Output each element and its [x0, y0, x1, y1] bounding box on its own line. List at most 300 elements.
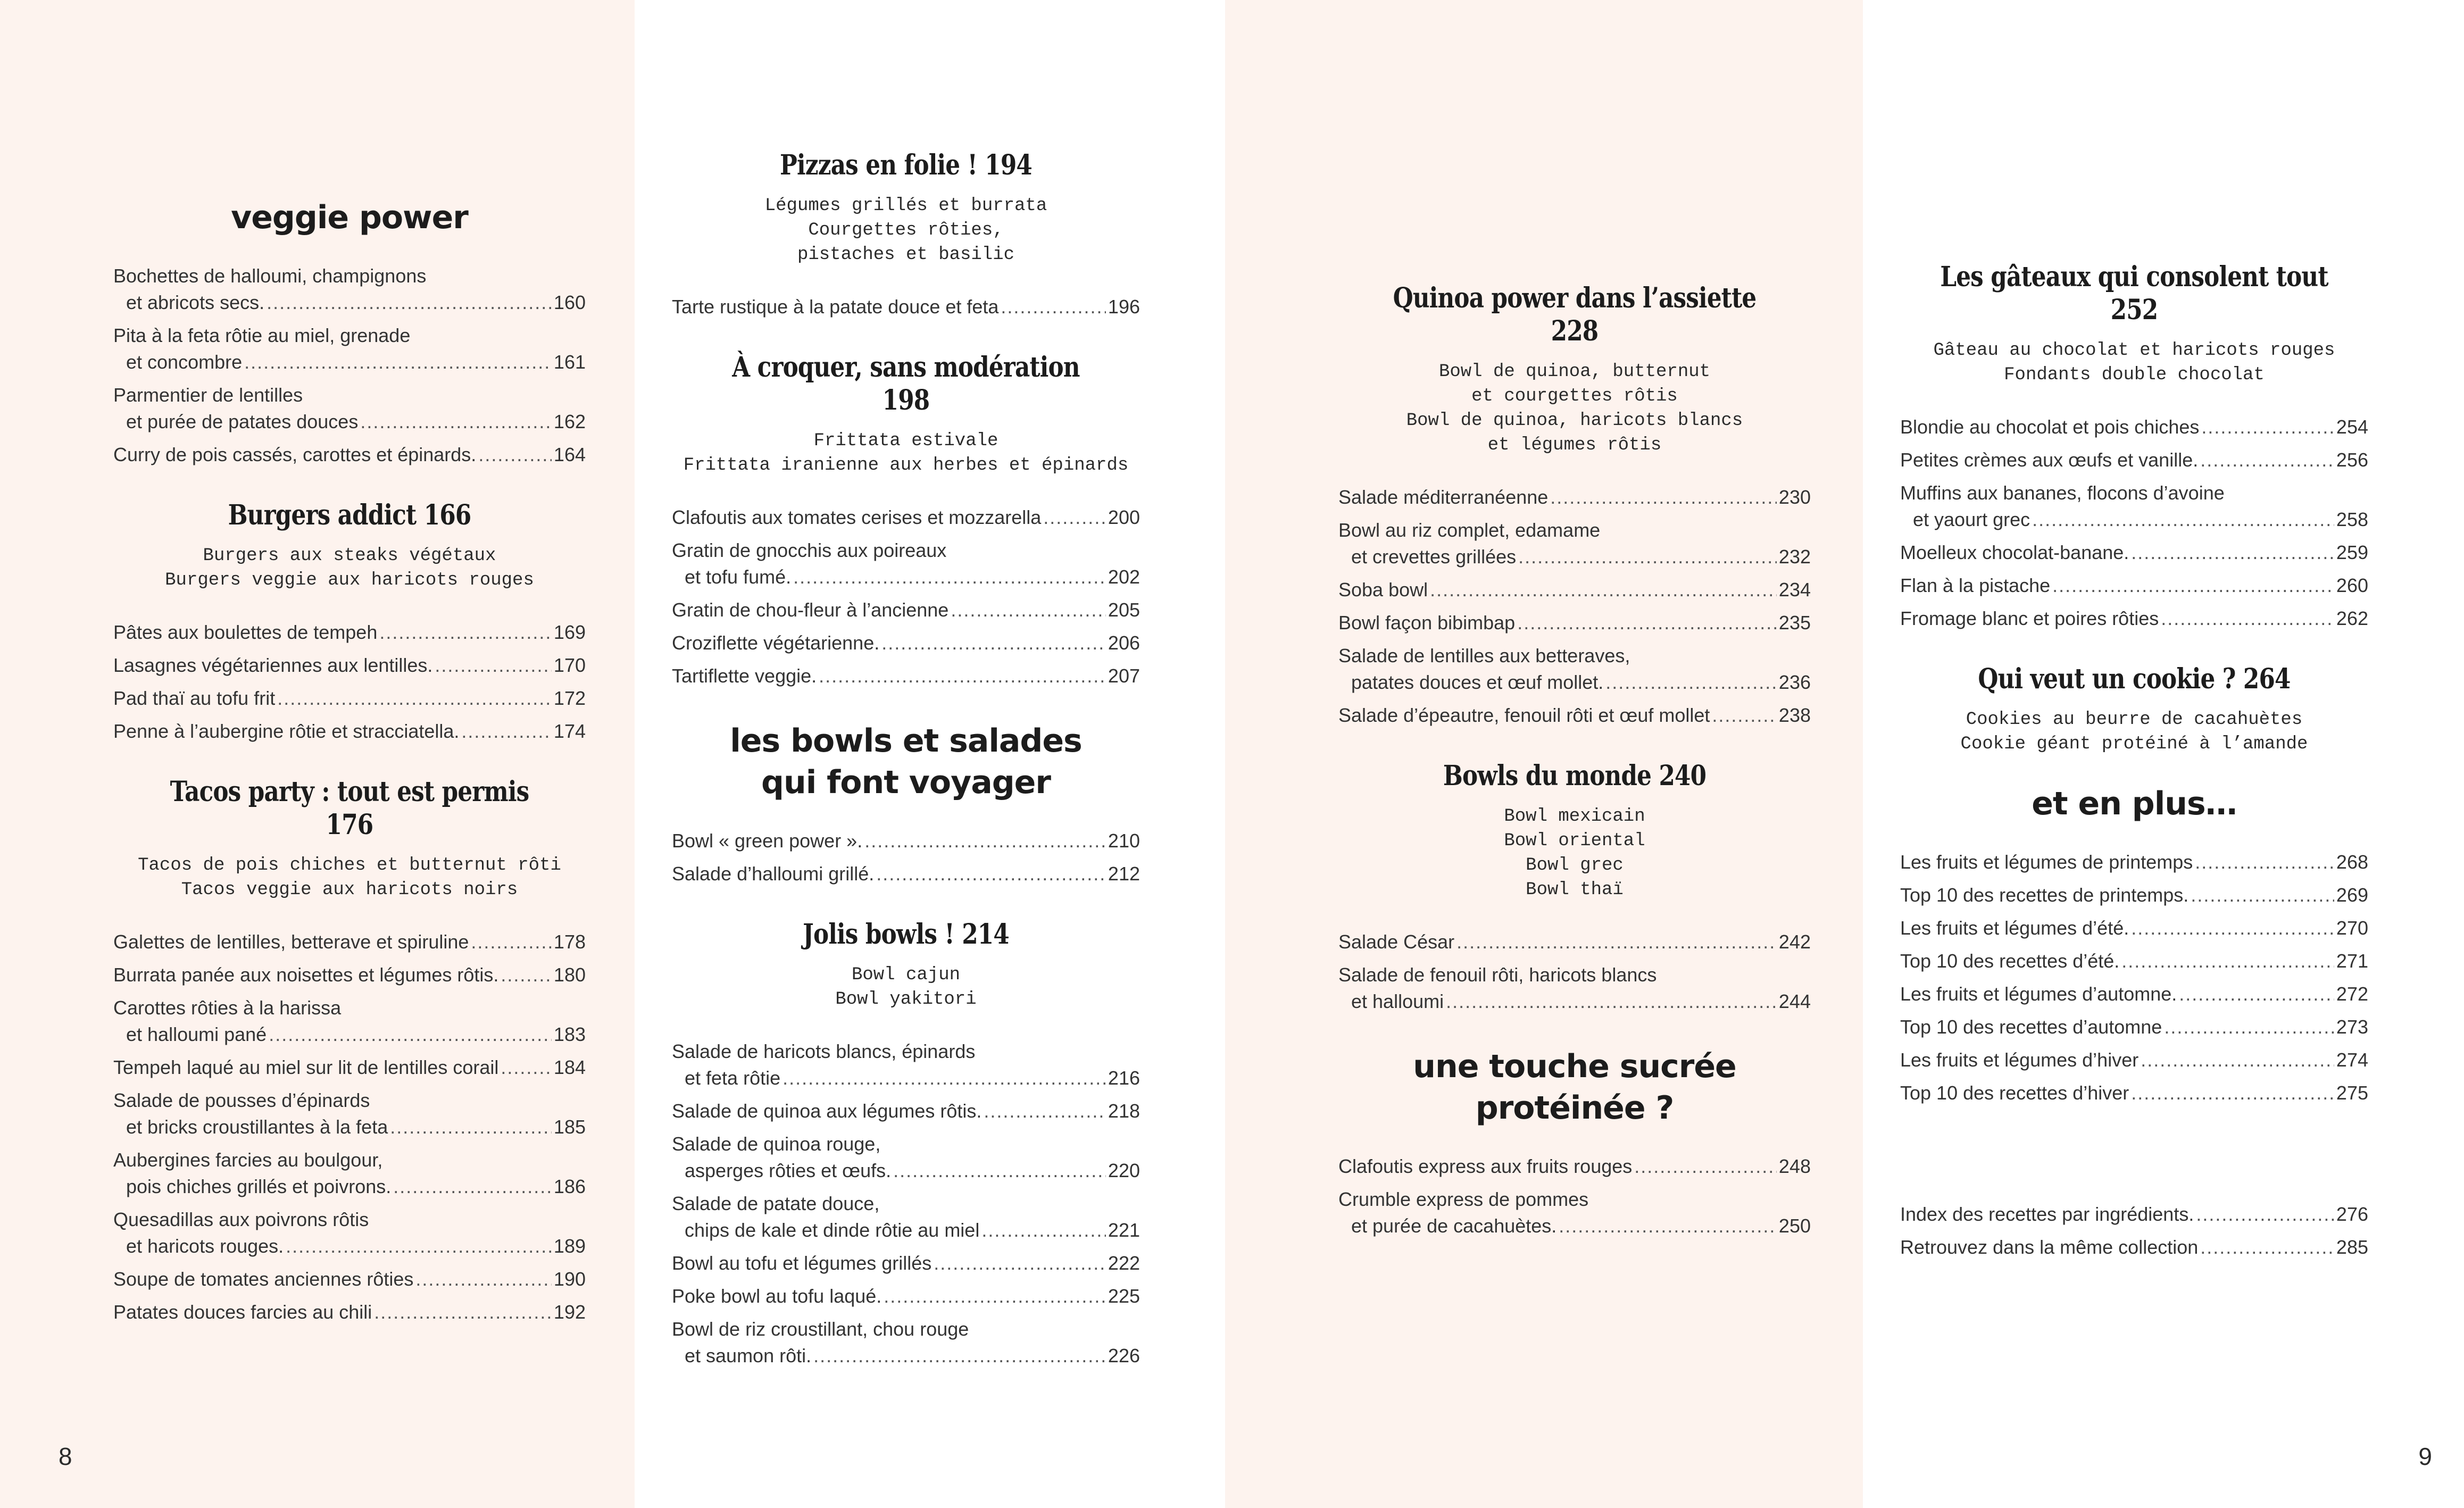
- page-ref: 269: [2336, 884, 2368, 906]
- page-ref: 270: [2336, 917, 2368, 939]
- page-ref: 216: [1108, 1067, 1140, 1089]
- toc-entry[interactable]: [672, 597, 1140, 623]
- page-ref: 226: [1108, 1345, 1140, 1367]
- toc-entry[interactable]: [113, 619, 586, 646]
- dot-leader: [864, 828, 1106, 854]
- featured-recipes: [1900, 707, 2368, 756]
- entry-text: Moelleux chocolat-banane.: [1900, 541, 2129, 563]
- page-ref: 271: [2336, 950, 2368, 972]
- toc-entry[interactable]: [113, 1299, 586, 1326]
- featured-recipe: Frittata estivale: [813, 431, 998, 451]
- page-ref: 221: [1108, 1219, 1140, 1241]
- dot-leader: [1605, 669, 1777, 696]
- column-content: [672, 149, 1140, 1400]
- entry-text: Pad thaï au tofu frit: [113, 687, 276, 709]
- section-spacer: [1900, 1137, 2368, 1201]
- entry-text: Bowl « green power ».: [672, 830, 863, 852]
- page-ref: 202: [1108, 566, 1140, 588]
- toc-entry[interactable]: [672, 1131, 1140, 1184]
- entry-text: Salade d’halloumi grillé.: [672, 863, 875, 885]
- page-ref: 220: [1108, 1160, 1140, 1181]
- recipe-list: [672, 1038, 1140, 1369]
- chapter-title: [1900, 783, 2368, 824]
- entry-text: Pâtes aux boulettes de tempeh: [113, 621, 378, 643]
- dot-leader: [2201, 414, 2334, 440]
- dot-leader: [1456, 929, 1777, 955]
- recipe-list: [113, 619, 586, 745]
- chapter-title: [113, 197, 586, 238]
- entry-text: Gratin de gnocchis aux poireaux: [672, 539, 947, 561]
- dot-leader: [435, 652, 552, 679]
- toc-entry[interactable]: [113, 929, 586, 955]
- section-title: [709, 918, 1102, 951]
- title-line: Bowls du monde 240: [1443, 760, 1707, 792]
- entry-text: et concombre: [126, 351, 243, 373]
- title-line: une touche sucrée: [1413, 1048, 1736, 1085]
- entry-text: et crevettes grillées: [1351, 546, 1517, 568]
- dot-leader: [360, 409, 552, 435]
- dot-leader: [390, 1114, 552, 1140]
- dot-leader: [1446, 988, 1777, 1015]
- entry-text: Salade de quinoa aux légumes rôtis.: [672, 1100, 982, 1122]
- entry-text: chips de kale et dinde rôtie au miel: [685, 1219, 980, 1241]
- featured-recipe: Bowl grec: [1526, 855, 1624, 876]
- entry-text: Index des recettes par ingrédients.: [1900, 1203, 2194, 1225]
- entry-text: et tofu fumé.: [685, 566, 792, 588]
- entry-text: Blondie au chocolat et pois chiches: [1900, 416, 2200, 438]
- toc-entry[interactable]: [1338, 1153, 1811, 1180]
- recipe-list: [672, 504, 1140, 689]
- page-ref: 236: [1778, 671, 1811, 693]
- toc-entry[interactable]: [672, 1098, 1140, 1124]
- page-ref: 262: [2336, 607, 2368, 629]
- entry-text: Salade César: [1338, 931, 1455, 953]
- recipe-list: [1338, 484, 1811, 729]
- page-ref: 178: [553, 931, 586, 953]
- entry-text: et purée de patates douces: [126, 411, 359, 432]
- entry-text: Clafoutis express aux fruits rouges: [1338, 1155, 1633, 1177]
- toc-entry[interactable]: [1900, 1234, 2368, 1261]
- entry-text: Lasagnes végétariennes aux lentilles.: [113, 654, 433, 676]
- featured-recipe: Bowl de quinoa, haricots blancs: [1406, 411, 1743, 431]
- dot-leader: [2131, 1080, 2334, 1106]
- featured-recipe: Tacos de pois chiches et butternut rôti: [138, 855, 561, 876]
- dot-leader: [415, 1266, 552, 1293]
- toc-entry[interactable]: [1900, 447, 2368, 473]
- recipe-list: [1900, 1201, 2368, 1261]
- entry-text: et haricots rouges.: [126, 1235, 284, 1257]
- featured-recipe: Frittata iranienne aux herbes et épinards: [683, 455, 1129, 476]
- featured-recipes: [1338, 804, 1811, 902]
- toc-entry[interactable]: [1900, 480, 2368, 533]
- toc-entry[interactable]: [1900, 882, 2368, 909]
- page-ref: 205: [1108, 599, 1140, 621]
- recipe-list: [672, 294, 1140, 320]
- featured-recipe: Bowl de quinoa, butternut: [1438, 362, 1711, 382]
- entry-text: patates douces et œuf mollet.: [1351, 671, 1604, 693]
- entry-text: Retrouvez dans la même collection: [1900, 1236, 2199, 1258]
- page-ref: 250: [1778, 1215, 1811, 1237]
- title-line: protéinée ?: [1475, 1089, 1674, 1127]
- toc-entry[interactable]: [113, 962, 586, 988]
- section-title: [151, 499, 548, 532]
- section-title: [709, 149, 1102, 182]
- dot-leader: [461, 718, 552, 745]
- toc-entry[interactable]: [672, 537, 1140, 590]
- section-title: [1376, 760, 1773, 793]
- entry-text: Croziflette végétarienne.: [672, 632, 880, 654]
- entry-text: Burrata panée aux noisettes et légumes rôtis.: [113, 964, 499, 986]
- dot-leader: [893, 1157, 1106, 1184]
- featured-recipe: Bowl thaï: [1526, 880, 1624, 900]
- toc-entry[interactable]: [113, 441, 586, 468]
- dot-leader: [951, 597, 1106, 623]
- toc-entry[interactable]: [1900, 849, 2368, 876]
- chapter-title: [672, 720, 1140, 803]
- page-ref: 190: [553, 1268, 586, 1290]
- dot-leader: [2164, 1014, 2334, 1040]
- entry-text: Parmentier de lentilles: [113, 384, 303, 406]
- toc-entry[interactable]: [113, 263, 586, 316]
- title-line: Jolis bowls ! 214: [803, 918, 1009, 951]
- page-ref: 196: [1108, 296, 1140, 318]
- dot-leader: [2179, 981, 2334, 1007]
- dot-leader: [819, 663, 1106, 689]
- toc-entry[interactable]: [113, 382, 586, 435]
- entry-text: Bowl au riz complet, edamame: [1338, 519, 1601, 541]
- dot-leader: [244, 349, 552, 376]
- toc-entry[interactable]: [672, 1038, 1140, 1092]
- page-number-left: 8: [59, 1443, 72, 1470]
- dot-leader: [286, 1233, 552, 1260]
- dot-leader: [876, 861, 1106, 887]
- recipe-list: [1900, 414, 2368, 632]
- toc-entry[interactable]: [113, 1054, 586, 1081]
- page-ref: 180: [553, 964, 586, 986]
- toc-entry[interactable]: [1900, 605, 2368, 632]
- title-line: qui font voyager: [761, 764, 1051, 801]
- entry-text: Bowl de riz croustillant, chou rouge: [672, 1318, 969, 1340]
- toc-column-1: [0, 0, 635, 1508]
- page-ref: 258: [2336, 509, 2368, 530]
- title-line: et en plus…: [2032, 785, 2237, 822]
- entry-text: et halloumi pané: [126, 1023, 267, 1045]
- dot-leader: [2032, 506, 2334, 533]
- featured-recipe: Bowl oriental: [1504, 831, 1645, 851]
- toc-entry[interactable]: [1338, 962, 1811, 1015]
- entry-text: Les fruits et légumes de printemps: [1900, 851, 2193, 873]
- dot-leader: [881, 630, 1106, 656]
- dot-leader: [501, 962, 552, 988]
- page-ref: 234: [1778, 579, 1811, 601]
- column-content: [1338, 282, 1811, 1270]
- title-line: Les gâteaux qui consolent tout 252: [1940, 261, 2328, 326]
- column-content: [113, 197, 586, 1356]
- page-ref: 276: [2336, 1203, 2368, 1225]
- toc-column-4: [1863, 0, 2464, 1508]
- page-ref: 184: [553, 1056, 586, 1078]
- entry-text: Les fruits et légumes d’automne.: [1900, 983, 2177, 1005]
- entry-text: Soba bowl: [1338, 579, 1428, 601]
- toc-entry[interactable]: [1338, 929, 1811, 955]
- entry-text: Poke bowl au tofu laqué.: [672, 1285, 882, 1307]
- dot-leader: [269, 1021, 552, 1048]
- page-ref: 164: [553, 444, 586, 465]
- dot-leader: [2131, 539, 2334, 566]
- featured-recipe: Bowl yakitori: [835, 989, 977, 1010]
- page-ref: 230: [1778, 486, 1811, 508]
- toc-entry[interactable]: [672, 1250, 1140, 1277]
- toc-entry[interactable]: [672, 504, 1140, 531]
- page-ref: 189: [553, 1235, 586, 1257]
- entry-text: et yaourt grec: [1913, 509, 2030, 530]
- page-ref: 242: [1778, 931, 1811, 953]
- featured-recipes: [672, 194, 1140, 267]
- page-ref: 259: [2336, 541, 2368, 563]
- title-line: veggie power: [231, 199, 468, 236]
- entry-text: Petites crèmes aux œufs et vanille.: [1900, 449, 2199, 471]
- entry-text: Flan à la pistache: [1900, 574, 2051, 596]
- entry-text: Crumble express de pommes: [1338, 1188, 1589, 1210]
- entry-text: Salade méditerranéenne: [1338, 486, 1549, 508]
- dot-leader: [2141, 1047, 2334, 1073]
- entry-text: et bricks croustillantes à la feta: [126, 1116, 388, 1138]
- dot-leader: [1559, 1213, 1777, 1239]
- dot-leader: [1001, 294, 1106, 320]
- column-content: [1900, 261, 2368, 1292]
- dot-leader: [2200, 447, 2334, 473]
- dot-leader: [1634, 1153, 1777, 1180]
- recipe-list: [1338, 929, 1811, 1015]
- entry-text: Salade de lentilles aux betteraves,: [1338, 645, 1630, 666]
- page-ref: 248: [1778, 1155, 1811, 1177]
- page-ref: 207: [1108, 665, 1140, 687]
- entry-text: et abricots secs.: [126, 291, 265, 313]
- dot-leader: [813, 1343, 1106, 1369]
- featured-recipe: Bowl cajun: [851, 965, 961, 985]
- recipe-list: [113, 263, 586, 468]
- page-ref: 244: [1778, 990, 1811, 1012]
- toc-entry[interactable]: [1338, 702, 1811, 729]
- entry-text: Quesadillas aux poivrons rôtis: [113, 1209, 369, 1230]
- page-ref: 183: [553, 1023, 586, 1045]
- toc-entry[interactable]: [1338, 610, 1811, 636]
- entry-text: Fromage blanc et poires rôties: [1900, 607, 2159, 629]
- dot-leader: [501, 1054, 552, 1081]
- toc-entry[interactable]: [113, 718, 586, 745]
- toc-entry[interactable]: [113, 1087, 586, 1140]
- toc-entry[interactable]: [1338, 484, 1811, 511]
- toc-entry[interactable]: [113, 322, 586, 376]
- dot-leader: [2196, 1201, 2334, 1228]
- entry-text: Salade de pousses d’épinards: [113, 1089, 370, 1111]
- dot-leader: [471, 929, 552, 955]
- toc-entry[interactable]: [1338, 1186, 1811, 1239]
- entry-text: Tarte rustique à la patate douce et feta: [672, 296, 999, 318]
- page-ref: 160: [553, 291, 586, 313]
- toc-entry[interactable]: [672, 828, 1140, 854]
- dot-leader: [2052, 572, 2334, 599]
- featured-recipe: Bowl mexicain: [1504, 806, 1645, 827]
- dot-leader: [2161, 605, 2334, 632]
- featured-recipe: Gâteau au chocolat et haricots rouges: [1933, 340, 2335, 361]
- toc-entry[interactable]: [1338, 643, 1811, 696]
- toc-entry[interactable]: [1338, 577, 1811, 603]
- featured-recipe: Tacos veggie aux haricots noirs: [181, 880, 518, 900]
- featured-recipe: et légumes rôtis: [1487, 435, 1662, 455]
- featured-recipe: Légumes grillés et burrata: [764, 196, 1047, 216]
- title-line: les bowls et salades: [730, 722, 1082, 760]
- toc-entry[interactable]: [1900, 1201, 2368, 1228]
- page-ref: 174: [553, 720, 586, 742]
- entry-text: et halloumi: [1351, 990, 1444, 1012]
- entry-text: Les fruits et légumes d’été.: [1900, 917, 2129, 939]
- page-ref: 218: [1108, 1100, 1140, 1122]
- page-ref: 169: [553, 621, 586, 643]
- toc-entry[interactable]: [1900, 948, 2368, 974]
- toc-column-2: [635, 0, 1225, 1508]
- dot-leader: [981, 1217, 1106, 1244]
- featured-recipe: Burgers veggie aux haricots rouges: [165, 570, 534, 590]
- page-ref: 272: [2336, 983, 2368, 1005]
- toc-entry[interactable]: [672, 1316, 1140, 1369]
- featured-recipes: [113, 544, 586, 593]
- entry-text: Penne à l’aubergine rôtie et stracciatella.: [113, 720, 460, 742]
- toc-entry[interactable]: [672, 861, 1140, 887]
- section-title: [1937, 261, 2330, 327]
- dot-leader: [1430, 577, 1777, 603]
- title-line: Tacos party : tout est permis 176: [170, 776, 529, 841]
- dot-leader: [277, 685, 552, 712]
- entry-text: Bowl au tofu et légumes grillés: [672, 1252, 932, 1274]
- page-ref: 161: [553, 351, 586, 373]
- toc-entry[interactable]: [672, 1190, 1140, 1244]
- page-ref: 200: [1108, 506, 1140, 528]
- entry-text: Tempeh laqué au miel sur lit de lentilles corail: [113, 1056, 499, 1078]
- featured-recipe: Courgettes rôties,: [808, 220, 1004, 240]
- toc-entry[interactable]: [1900, 981, 2368, 1007]
- entry-text: et saumon rôti.: [685, 1345, 812, 1367]
- toc-entry[interactable]: [672, 294, 1140, 320]
- entry-text: Pita à la feta rôtie au miel, grenade: [113, 324, 411, 346]
- section-title: [709, 351, 1102, 417]
- entry-text: Patates douces farcies au chili: [113, 1301, 372, 1323]
- toc-entry[interactable]: [113, 652, 586, 679]
- toc-entry[interactable]: [113, 995, 586, 1048]
- entry-text: Top 10 des recettes d’hiver: [1900, 1082, 2129, 1104]
- dot-leader: [1043, 504, 1106, 531]
- dot-leader: [379, 619, 552, 646]
- toc-entry[interactable]: [1338, 517, 1811, 570]
- entry-text: et feta rôtie: [685, 1067, 781, 1089]
- entry-text: Les fruits et légumes d’hiver: [1900, 1049, 2139, 1071]
- entry-text: Curry de pois cassés, carottes et épinards.: [113, 444, 477, 465]
- page-ref: 238: [1778, 704, 1811, 726]
- section-title: [1937, 663, 2330, 696]
- featured-recipes: [1900, 338, 2368, 387]
- page-ref: 275: [2336, 1082, 2368, 1104]
- page-ref: 268: [2336, 851, 2368, 873]
- featured-recipes: [672, 963, 1140, 1012]
- dot-leader: [267, 289, 552, 316]
- title-line: À croquer, sans modération 198: [732, 351, 1080, 416]
- dot-leader: [478, 441, 552, 468]
- toc-entry[interactable]: [113, 1206, 586, 1260]
- toc-entry[interactable]: [1900, 414, 2368, 440]
- section-title: [151, 776, 548, 842]
- featured-recipe: Fondants double chocolat: [2004, 365, 2265, 385]
- featured-recipes: [113, 853, 586, 902]
- toc-entry[interactable]: [672, 630, 1140, 656]
- page-ref: 274: [2336, 1049, 2368, 1071]
- toc-entry[interactable]: [113, 1147, 586, 1200]
- recipe-list: [1338, 1153, 1811, 1239]
- dot-leader: [984, 1098, 1106, 1124]
- dot-leader: [1517, 610, 1777, 636]
- page-number-right: 9: [2418, 1443, 2432, 1470]
- toc-entry[interactable]: [1900, 1014, 2368, 1040]
- dot-leader: [783, 1065, 1106, 1092]
- recipe-list: [113, 929, 586, 1326]
- page-ref: 206: [1108, 632, 1140, 654]
- featured-recipes: [1338, 360, 1811, 457]
- entry-text: Clafoutis aux tomates cerises et mozzarella: [672, 506, 1042, 528]
- dot-leader: [2195, 849, 2334, 876]
- recipe-list: [1900, 849, 2368, 1106]
- toc-entry[interactable]: [1900, 572, 2368, 599]
- entry-text: asperges rôties et œufs.: [685, 1160, 892, 1181]
- toc-entry[interactable]: [113, 685, 586, 712]
- page-ref: 185: [553, 1116, 586, 1138]
- dot-leader: [1518, 544, 1777, 570]
- dot-leader: [2191, 882, 2334, 909]
- entry-text: Salade de haricots blancs, épinards: [672, 1040, 976, 1062]
- toc-entry[interactable]: [1900, 1047, 2368, 1073]
- featured-recipe: Cookie géant protéiné à l’amande: [1960, 734, 2308, 754]
- title-line: Burgers addict 166: [228, 499, 471, 531]
- dot-leader: [2131, 915, 2334, 942]
- entry-text: Top 10 des recettes d’automne: [1900, 1016, 2162, 1038]
- page-ref: 256: [2336, 449, 2368, 471]
- page-ref: 212: [1108, 863, 1140, 885]
- toc-entry[interactable]: [1900, 539, 2368, 566]
- dot-leader: [884, 1283, 1106, 1310]
- entry-text: Galettes de lentilles, betterave et spiruline: [113, 931, 469, 953]
- featured-recipes: [672, 429, 1140, 478]
- section-title: [1376, 282, 1773, 348]
- title-line: Pizzas en folie ! 194: [780, 149, 1032, 181]
- page-ref: 192: [553, 1301, 586, 1323]
- toc-entry[interactable]: [113, 1266, 586, 1293]
- entry-text: Gratin de chou-fleur à l’ancienne: [672, 599, 949, 621]
- entry-text: Top 10 des recettes d’été.: [1900, 950, 2120, 972]
- toc-entry[interactable]: [1900, 1080, 2368, 1106]
- toc-entry[interactable]: [672, 663, 1140, 689]
- entry-text: Bowl façon bibimbap: [1338, 612, 1516, 634]
- entry-text: Tartiflette veggie.: [672, 665, 817, 687]
- page-ref: 170: [553, 654, 586, 676]
- entry-text: Salade d’épeautre, fenouil rôti et œuf mollet: [1338, 704, 1710, 726]
- toc-entry[interactable]: [1900, 915, 2368, 942]
- page-ref: 285: [2336, 1236, 2368, 1258]
- dot-leader: [793, 564, 1106, 590]
- dot-leader: [2121, 948, 2334, 974]
- dot-leader: [934, 1250, 1106, 1277]
- dot-leader: [2200, 1234, 2334, 1261]
- entry-text: Salade de quinoa rouge,: [672, 1133, 881, 1155]
- entry-text: Soupe de tomates anciennes rôties: [113, 1268, 414, 1290]
- toc-entry[interactable]: [672, 1283, 1140, 1310]
